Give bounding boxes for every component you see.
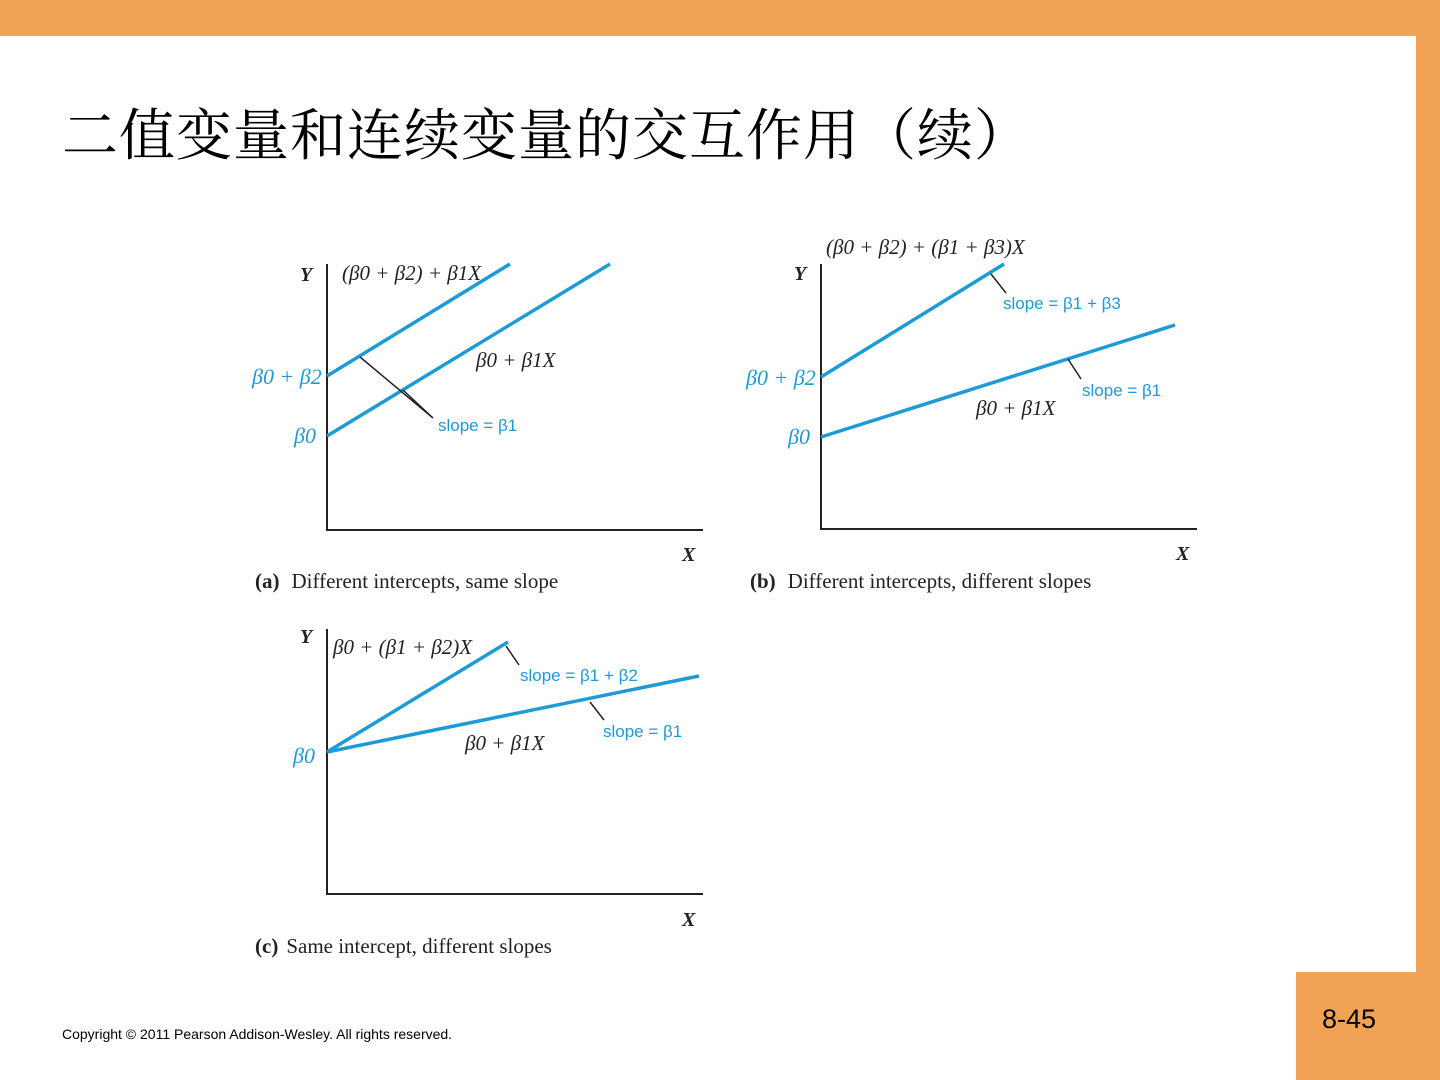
panel-c-slope-bottom-label: slope = β1	[603, 722, 683, 741]
page-number: 8-45	[1322, 1004, 1377, 1034]
panel-c-x-axis-label: X	[682, 909, 696, 931]
copyright-notice: Copyright © 2011 Pearson Addison-Wesley. All rights reserved.	[62, 1026, 453, 1042]
panel-b-line-top	[821, 264, 1004, 377]
panel-c	[255, 626, 703, 958]
panel-a-intercept-top: β0 + β2	[252, 364, 322, 389]
panel-b-slope-top-label: slope = β1 + β3	[1003, 294, 1121, 313]
panel-b-slope-top-leader	[991, 274, 1006, 293]
panel-c-slope-top-label: slope = β1 + β2	[520, 666, 638, 685]
panel-b-line-bottom-label: β0 + β1X	[976, 396, 1056, 420]
panel-a-axes	[327, 264, 703, 530]
panel-b-x-axis-label: X	[1176, 543, 1190, 565]
panel-c-line-top-label: β0 + (β1 + β2)X	[333, 635, 473, 659]
panel-a-slope-label: slope = β1	[438, 416, 518, 435]
panel-a-y-axis-label: Y	[300, 264, 313, 286]
panel-b-slope-bottom-label: slope = β1	[1082, 381, 1162, 400]
panel-c-axes	[327, 629, 703, 894]
panel-b	[745, 235, 1197, 593]
panel-b-intercept-bottom: β0	[788, 424, 810, 449]
panel-b-y-axis-label: Y	[794, 263, 807, 285]
panel-a-line-bottom-label: β0 + β1X	[476, 348, 556, 372]
panel-c-intercept: β0	[293, 743, 315, 768]
panel-c-line-bottom-label: β0 + β1X	[465, 731, 545, 755]
panel-c-slope-top-leader	[506, 646, 519, 665]
panel-c-slope-bottom-leader	[590, 702, 604, 720]
panel-c-y-axis-label: Y	[300, 626, 313, 648]
panel-b-caption: (b) Different intercepts, different slopes	[750, 569, 1092, 593]
panel-c-caption: (c) Same intercept, different slopes	[255, 934, 552, 958]
panel-b-intercept-top: β0 + β2	[746, 365, 816, 390]
panel-a-caption: (a) Different intercepts, same slope	[255, 569, 559, 593]
panel-b-slope-bottom-leader	[1068, 359, 1081, 379]
panel-a-intercept-bottom: β0	[294, 423, 316, 448]
panel-a	[251, 261, 703, 593]
slide-title: 二值变量和连续变量的交互作用（续）	[62, 104, 1031, 169]
panel-a-line-top-label: (β0 + β2) + β1X	[342, 261, 482, 285]
panel-b-line-top-label: (β0 + β2) + (β1 + β3)X	[826, 235, 1025, 259]
panel-a-x-axis-label: X	[682, 544, 696, 566]
